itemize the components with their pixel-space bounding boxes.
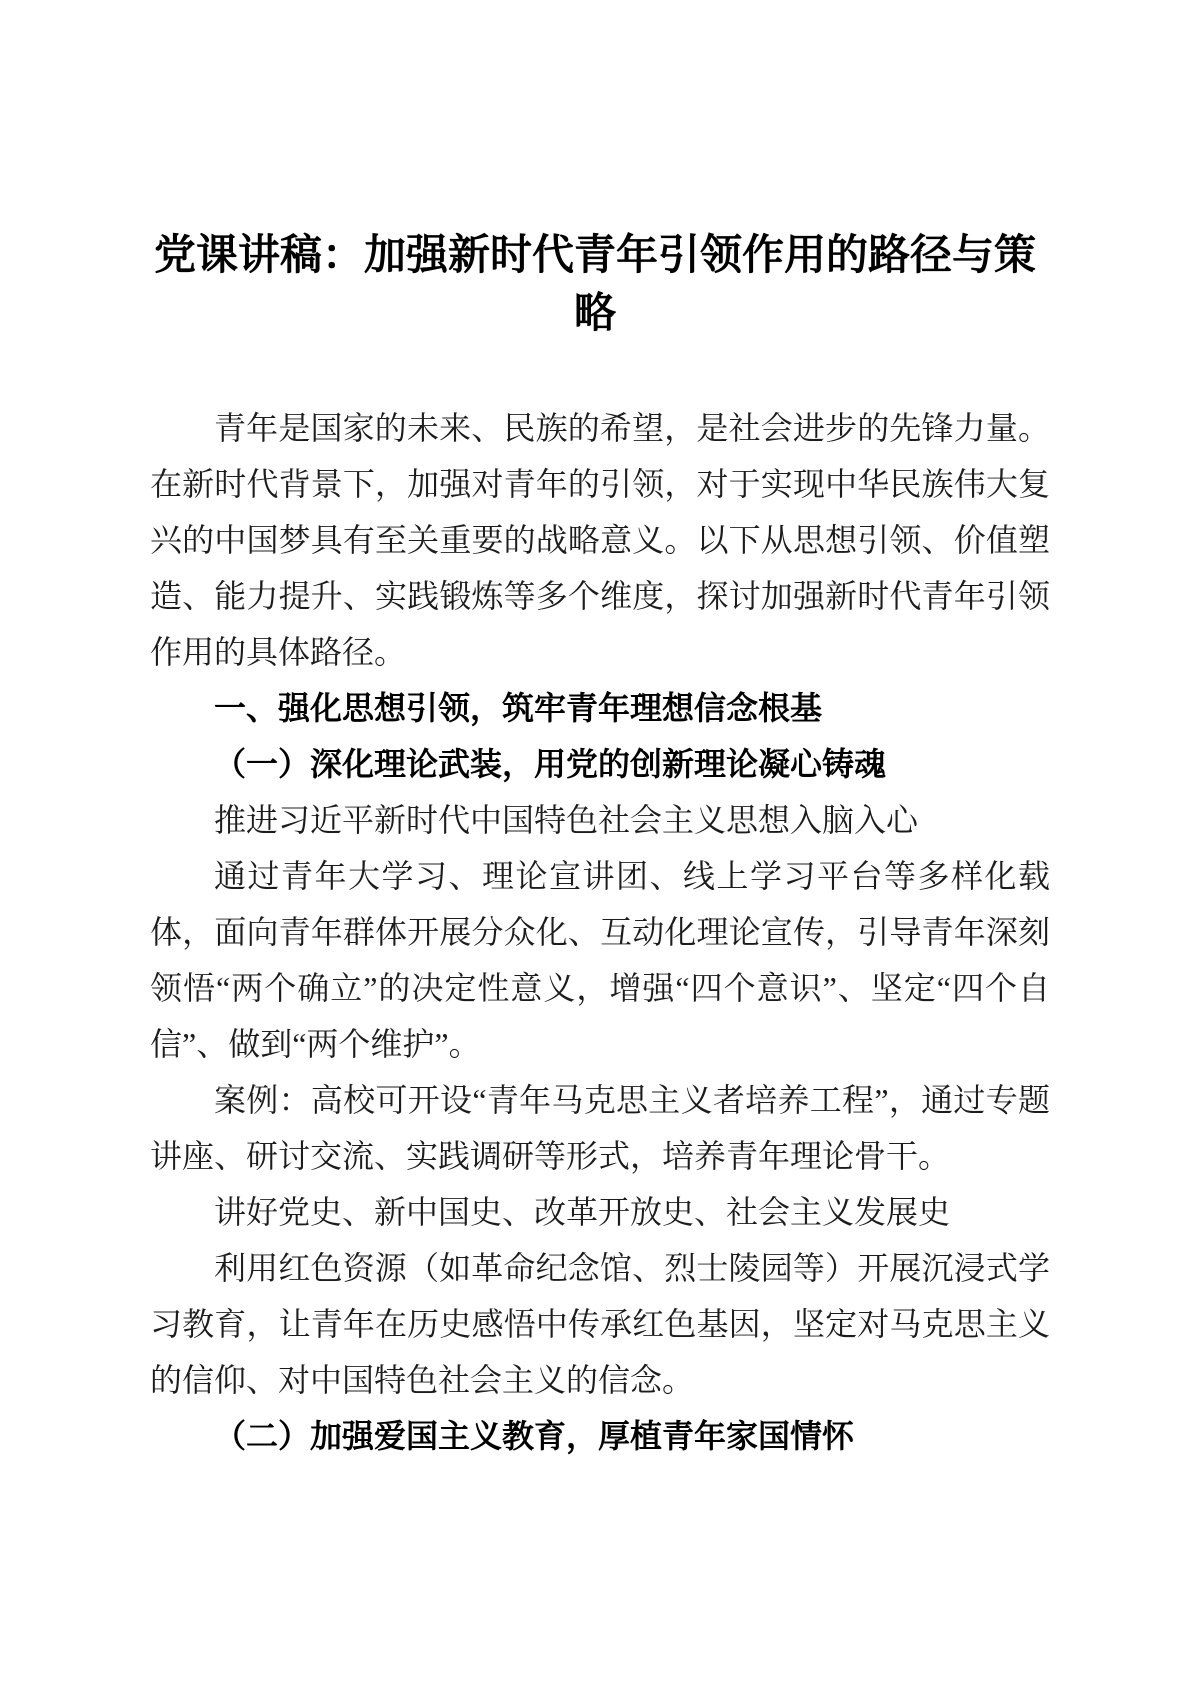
section-1-heading: 一、强化思想引领，筑牢青年理想信念根基 xyxy=(214,690,823,726)
body-paragraph: 通过青年大学习、理论宣讲团、线上学习平台等多样化载体，面向青年群体开展分众化、互动化理论宣传，引导青年深刻领悟“两个确立”的决定性意义，增强“四个意识”、坚定“四个自信”、做到“两个维护”。 xyxy=(150,858,1050,1062)
subsection-1-1-heading: （一）深化理论武装，用党的创新理论凝心铸魂 xyxy=(214,746,887,782)
subpoint-paragraph: 讲好党史、新中国史、改革开放史、社会主义发展史 xyxy=(214,1194,951,1230)
body-paragraph: 利用红色资源（如革命纪念馆、烈士陵园等）开展沉浸式学习教育，让青年在历史感悟中传承红色基因，坚定对马克思主义的信仰、对中国特色社会主义的信念。 xyxy=(150,1250,1050,1398)
subpoint-paragraph: 推进习近平新时代中国特色社会主义思想入脑入心 xyxy=(214,802,919,838)
intro-paragraph: 青年是国家的未来、民族的希望，是社会进步的先锋力量。在新时代背景下，加强对青年的引领，对于实现中华民族伟大复兴的中国梦具有至关重要的战略意义。以下从思想引领、价值塑造、能力提升、实践锻炼等多个维度，探讨加强新时代青年引领作用的具体路径。 xyxy=(150,410,1050,670)
subsection-1-2-heading: （二）加强爱国主义教育，厚植青年家国情怀 xyxy=(214,1418,855,1454)
document-body xyxy=(150,400,1050,1464)
document-title: 党课讲稿：加强新时代青年引领作用的路径与策略 xyxy=(153,233,1036,337)
case-example-paragraph: 案例：高校可开设“青年马克思主义者培养工程”，通过专题讲座、研讨交流、实践调研等形式，培养青年理论骨干。 xyxy=(150,1082,1050,1174)
